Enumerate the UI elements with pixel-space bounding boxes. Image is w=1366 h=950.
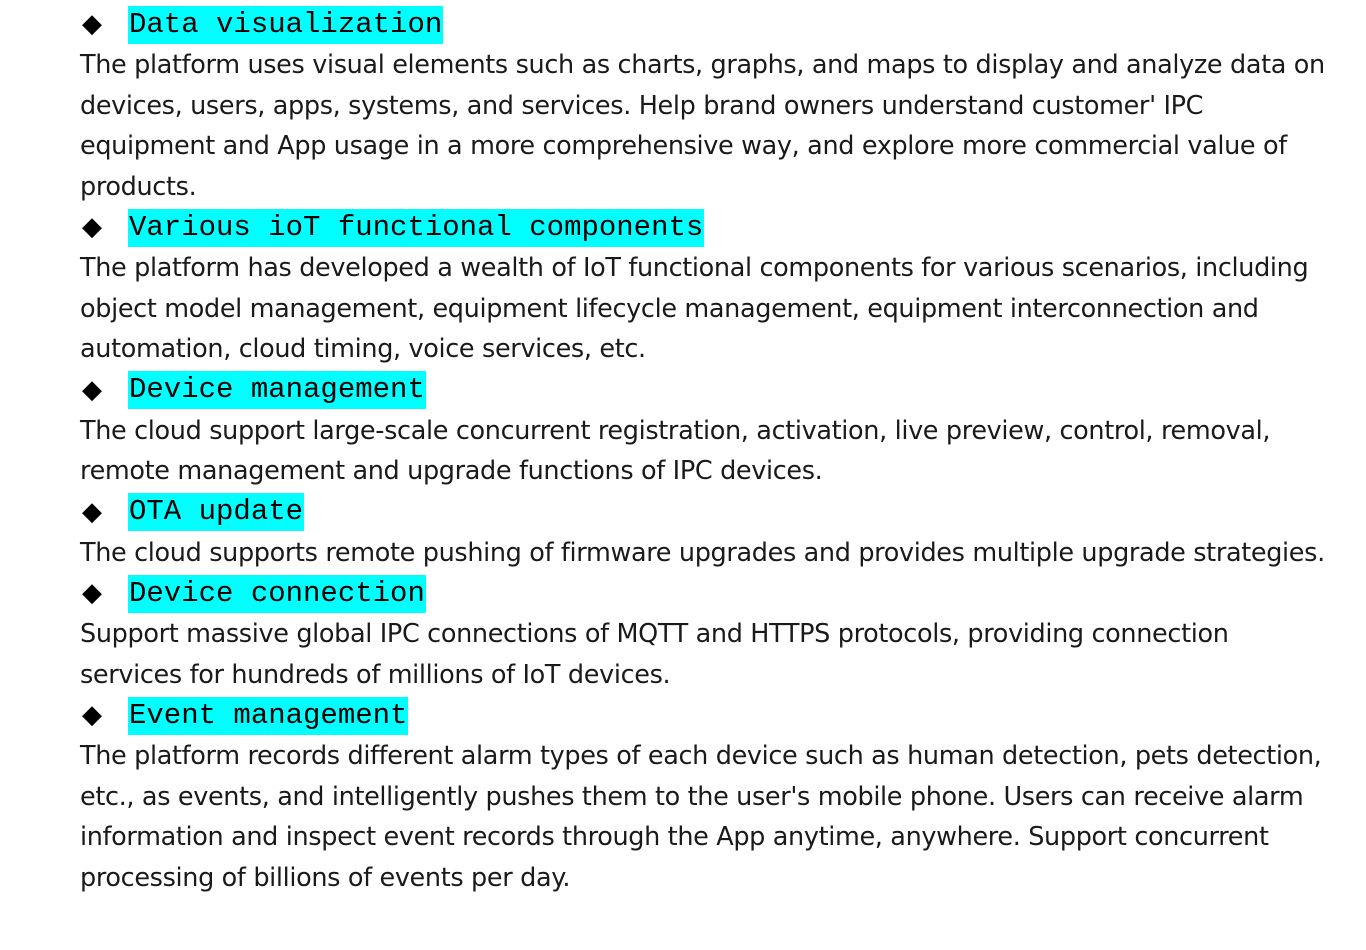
diamond-bullet-icon: ◆ xyxy=(82,496,102,527)
section-title: OTA update xyxy=(128,493,304,531)
section-heading-iot-components xyxy=(80,207,1330,248)
section-body: The cloud supports remote pushing of firmware upgrades and provides multiple upgrade strategies. xyxy=(80,537,1325,568)
section-heading-data-visualization xyxy=(80,4,1330,45)
section-body: The platform uses visual elements such as charts, graphs, and maps to display and analyze data on devices, users, apps, systems, and services. Help brand owners understand customer' IPC equipment and App usage in a more comprehensive way, and explore more commercial value of products. xyxy=(80,50,1325,202)
section-body: Support massive global IPC connections of MQTT and HTTPS protocols, providing connection services for hundreds of millions of IoT devices. xyxy=(80,619,1229,690)
section-title: Event management xyxy=(128,697,408,735)
section-heading-ota-update xyxy=(80,492,1330,533)
diamond-bullet-icon: ◆ xyxy=(82,374,102,405)
section-title: Various ioT functional components xyxy=(128,209,704,247)
diamond-bullet-icon: ◆ xyxy=(82,9,102,39)
section-body: The platform has developed a wealth of IoT functional components for various scenarios, including object model management, equipment lifecycle management, equipment interconnection and automation, cloud timing, voice services, etc. xyxy=(80,253,1309,364)
section-body: The cloud support large-scale concurrent registration, activation, live preview, control, removal, remote management and upgrade functions of IPC devices. xyxy=(80,415,1271,486)
section-title: Device management xyxy=(128,371,426,409)
diamond-bullet-icon: ◆ xyxy=(82,212,102,242)
section-body: The platform records different alarm types of each device such as human detection, pets detection, etc., as events, and intelligently pushes them to the user's mobile phone. Users can receive alarm information and inspect event records through the App anytime, anywhere. Support concurrent processing of billions of events per day. xyxy=(80,741,1322,893)
feature-document xyxy=(80,4,1330,898)
diamond-bullet-icon: ◆ xyxy=(82,578,102,608)
diamond-bullet-icon: ◆ xyxy=(82,700,102,730)
section-heading-device-connection xyxy=(80,573,1330,614)
section-heading-event-management xyxy=(80,695,1330,736)
section-title: Device connection xyxy=(128,575,426,613)
section-title: Data visualization xyxy=(128,6,443,44)
section-heading-device-management xyxy=(80,370,1330,411)
